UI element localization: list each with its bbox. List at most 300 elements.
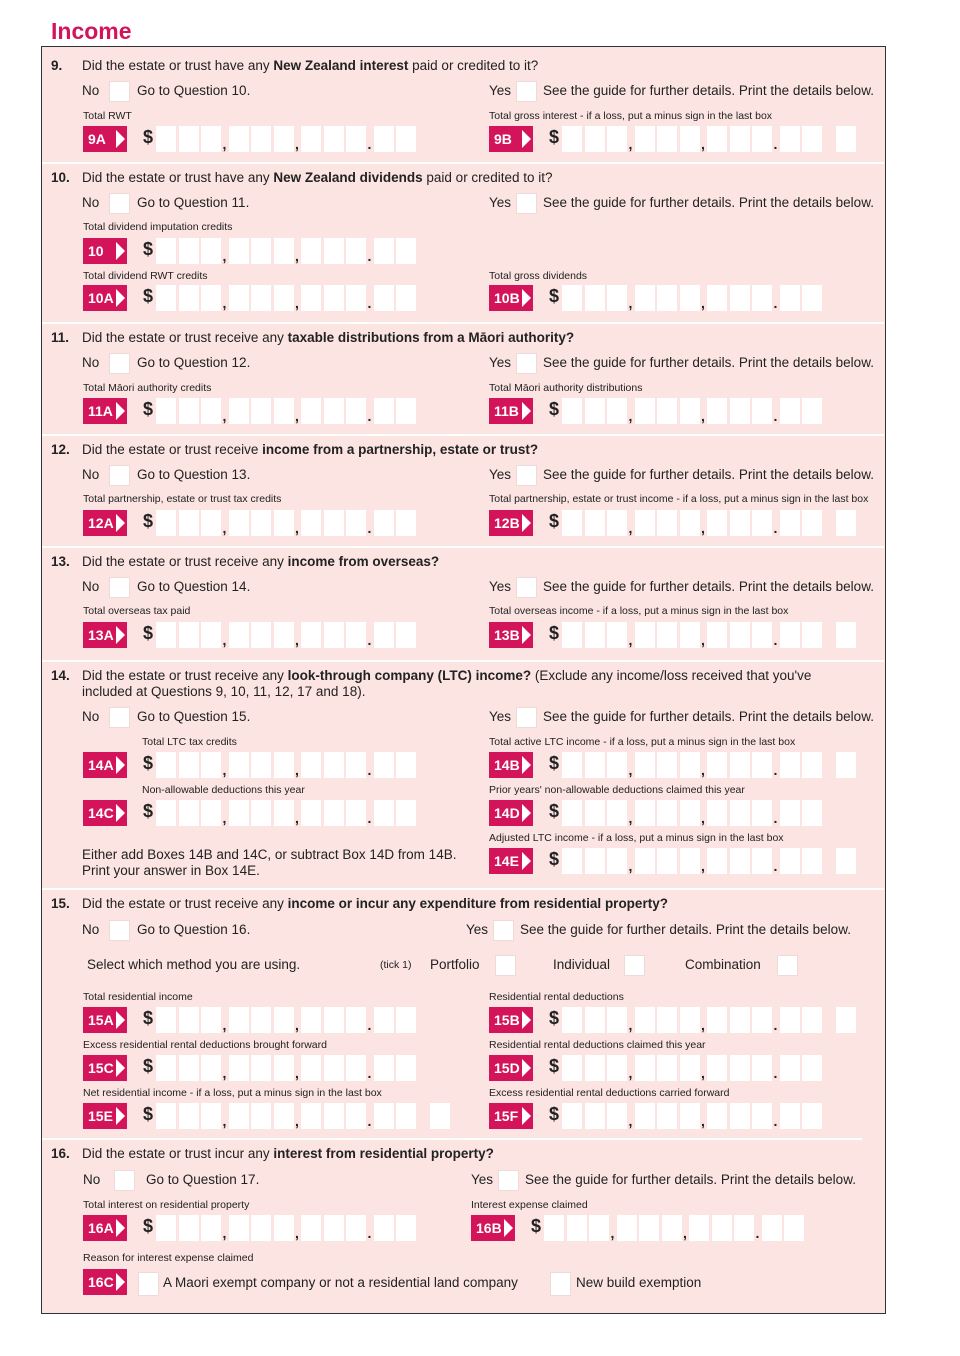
digit-box[interactable] [780, 285, 800, 311]
digit-box[interactable] [752, 510, 772, 536]
digit-box[interactable] [274, 1007, 294, 1033]
digit-box[interactable] [324, 510, 344, 536]
digit-box[interactable] [585, 510, 605, 536]
digit-box[interactable] [251, 622, 271, 648]
digit-box[interactable] [802, 800, 822, 826]
digit-box[interactable] [662, 1215, 682, 1241]
digit-box[interactable] [251, 126, 271, 152]
digit-box[interactable] [780, 1007, 800, 1033]
digit-box[interactable] [346, 800, 366, 826]
digit-box[interactable] [201, 1007, 221, 1033]
digit-box[interactable] [396, 510, 416, 536]
digit-box[interactable] [324, 1215, 344, 1241]
digit-box[interactable] [730, 1103, 750, 1129]
digit-box[interactable] [657, 1007, 677, 1033]
digit-box[interactable] [274, 622, 294, 648]
digit-box[interactable] [229, 1215, 249, 1241]
digit-box[interactable] [274, 800, 294, 826]
digit-box[interactable] [780, 622, 800, 648]
digit-box[interactable] [229, 238, 249, 264]
digit-box[interactable] [802, 285, 822, 311]
digit-box[interactable] [585, 800, 605, 826]
digit-box[interactable] [396, 238, 416, 264]
digit-box[interactable] [346, 285, 366, 311]
digit-box[interactable] [780, 510, 800, 536]
reason-label: New build exemption [576, 1275, 702, 1290]
digit-box[interactable] [680, 510, 700, 536]
digit-box[interactable] [179, 238, 199, 264]
digit-box[interactable] [635, 752, 655, 778]
digit-box[interactable] [635, 848, 655, 874]
digit-box[interactable] [374, 238, 394, 264]
digit-box[interactable] [657, 1055, 677, 1081]
digit-box[interactable] [680, 126, 700, 152]
digit-box[interactable] [396, 1055, 416, 1081]
digit-box[interactable] [396, 1103, 416, 1129]
digit-box[interactable] [229, 285, 249, 311]
digit-box[interactable] [780, 1103, 800, 1129]
digit-box[interactable] [635, 1103, 655, 1129]
digit-box[interactable] [784, 1215, 804, 1241]
digit-box[interactable] [396, 1007, 416, 1033]
digit-box[interactable] [712, 1215, 732, 1241]
digit-box[interactable] [156, 1055, 176, 1081]
digit-box[interactable] [301, 1215, 321, 1241]
digit-box[interactable] [585, 285, 605, 311]
digit-box[interactable] [179, 800, 199, 826]
digit-box[interactable] [156, 285, 176, 311]
digit-box[interactable] [229, 800, 249, 826]
yes-checkbox[interactable] [516, 353, 537, 374]
digit-box[interactable] [730, 800, 750, 826]
digit-box[interactable] [680, 1055, 700, 1081]
arrow-right-icon [116, 1059, 125, 1077]
digit-box[interactable] [562, 1007, 582, 1033]
digit-box[interactable] [657, 1103, 677, 1129]
method-option-checkbox[interactable] [495, 955, 516, 976]
digit-box[interactable] [585, 126, 605, 152]
digit-box[interactable] [374, 398, 394, 424]
digit-box[interactable] [324, 622, 344, 648]
digit-box[interactable] [179, 622, 199, 648]
digit-box[interactable] [156, 1215, 176, 1241]
digit-box[interactable] [251, 1055, 271, 1081]
digit-box[interactable] [562, 126, 582, 152]
digit-box[interactable] [274, 1055, 294, 1081]
digit-box[interactable] [657, 126, 677, 152]
digit-box[interactable] [374, 126, 394, 152]
digit-box[interactable] [396, 126, 416, 152]
digit-box[interactable] [607, 752, 627, 778]
digit-box[interactable] [752, 1055, 772, 1081]
digit-box[interactable] [201, 1215, 221, 1241]
digit-box[interactable] [780, 800, 800, 826]
digit-box[interactable] [274, 752, 294, 778]
digit-box[interactable] [617, 1215, 637, 1241]
digit-box[interactable] [730, 510, 750, 536]
digit-box[interactable] [752, 1007, 772, 1033]
digit-box[interactable] [346, 398, 366, 424]
digit-box[interactable] [251, 1215, 271, 1241]
section-divider [42, 322, 884, 324]
minus-sign-box[interactable] [836, 1007, 856, 1033]
digit-box[interactable] [752, 1103, 772, 1129]
digit-box[interactable] [324, 126, 344, 152]
digit-box[interactable] [802, 510, 822, 536]
digit-box[interactable] [229, 752, 249, 778]
digit-box[interactable] [274, 1215, 294, 1241]
digit-box[interactable] [780, 752, 800, 778]
digit-box[interactable] [346, 238, 366, 264]
digit-box[interactable] [251, 238, 271, 264]
digit-box[interactable] [396, 622, 416, 648]
no-checkbox[interactable] [114, 1170, 135, 1191]
digit-box[interactable] [802, 752, 822, 778]
digit-box[interactable] [734, 1215, 754, 1241]
digit-box[interactable] [346, 1103, 366, 1129]
digit-box[interactable] [201, 1055, 221, 1081]
digit-box[interactable] [396, 800, 416, 826]
minus-sign-box[interactable] [836, 752, 856, 778]
digit-box[interactable] [562, 398, 582, 424]
digit-box[interactable] [762, 1215, 782, 1241]
digit-box[interactable] [607, 398, 627, 424]
digit-box[interactable] [251, 398, 271, 424]
digit-box[interactable] [607, 1007, 627, 1033]
digit-box[interactable] [730, 622, 750, 648]
digit-box[interactable] [802, 126, 822, 152]
minus-sign-box[interactable] [430, 1103, 450, 1129]
digit-box[interactable] [607, 622, 627, 648]
digit-box[interactable] [301, 238, 321, 264]
digit-box[interactable] [179, 752, 199, 778]
digit-box[interactable] [324, 1007, 344, 1033]
digit-box[interactable] [179, 1103, 199, 1129]
digit-box[interactable] [374, 285, 394, 311]
digit-box[interactable] [251, 510, 271, 536]
digit-box[interactable] [324, 752, 344, 778]
digit-box[interactable] [730, 1055, 750, 1081]
digit-box[interactable] [780, 848, 800, 874]
digit-box[interactable] [324, 238, 344, 264]
digit-box[interactable] [589, 1215, 609, 1241]
digit-box[interactable] [324, 1055, 344, 1081]
digit-box[interactable] [374, 752, 394, 778]
digit-box[interactable] [396, 398, 416, 424]
digit-box[interactable] [374, 1215, 394, 1241]
digit-box[interactable] [607, 285, 627, 311]
reason-checkbox[interactable] [138, 1272, 159, 1296]
digit-box[interactable] [752, 800, 772, 826]
digit-box[interactable] [607, 126, 627, 152]
digit-box[interactable] [156, 622, 176, 648]
digit-box[interactable] [301, 1055, 321, 1081]
no-checkbox[interactable] [109, 920, 130, 941]
section-divider [42, 1138, 862, 1140]
digit-box[interactable] [201, 285, 221, 311]
digit-box[interactable] [752, 848, 772, 874]
digit-box[interactable] [562, 1055, 582, 1081]
digit-box[interactable] [680, 398, 700, 424]
arrow-right-icon [522, 514, 531, 532]
digit-box[interactable] [780, 398, 800, 424]
minus-sign-box[interactable] [836, 510, 856, 536]
digit-box[interactable] [374, 800, 394, 826]
digit-box[interactable] [657, 398, 677, 424]
digit-box[interactable] [585, 622, 605, 648]
digit-box[interactable] [707, 800, 727, 826]
digit-box[interactable] [274, 1103, 294, 1129]
digit-box[interactable] [274, 285, 294, 311]
digit-box[interactable] [229, 398, 249, 424]
digit-box[interactable] [156, 1103, 176, 1129]
digit-box[interactable] [156, 1007, 176, 1033]
digit-box[interactable] [607, 848, 627, 874]
digit-box[interactable] [156, 800, 176, 826]
digit-box[interactable] [179, 510, 199, 536]
yes-label: Yes [489, 355, 512, 370]
digit-box[interactable] [657, 622, 677, 648]
digit-box[interactable] [635, 1055, 655, 1081]
digit-box[interactable] [251, 800, 271, 826]
digit-box[interactable] [396, 1215, 416, 1241]
digit-box[interactable] [635, 1007, 655, 1033]
reason-checkbox[interactable] [550, 1272, 571, 1296]
digit-box[interactable] [274, 126, 294, 152]
digit-box[interactable] [156, 238, 176, 264]
digit-box[interactable] [301, 398, 321, 424]
yes-checkbox[interactable] [516, 465, 537, 486]
digit-box[interactable] [802, 1007, 822, 1033]
digit-box[interactable] [301, 622, 321, 648]
digit-box[interactable] [274, 238, 294, 264]
digit-box[interactable] [802, 398, 822, 424]
digit-box[interactable] [201, 752, 221, 778]
digit-box[interactable] [680, 800, 700, 826]
digit-box[interactable] [707, 285, 727, 311]
digit-box[interactable] [635, 800, 655, 826]
digit-box[interactable] [707, 126, 727, 152]
digit-box[interactable] [156, 126, 176, 152]
digit-box[interactable] [707, 622, 727, 648]
digit-box[interactable] [251, 1103, 271, 1129]
digit-box[interactable] [156, 752, 176, 778]
digit-box[interactable] [752, 285, 772, 311]
digit-box[interactable] [201, 398, 221, 424]
no-checkbox[interactable] [109, 193, 130, 214]
digit-box[interactable] [251, 285, 271, 311]
digit-box[interactable] [396, 752, 416, 778]
digit-box[interactable] [374, 1103, 394, 1129]
digit-box[interactable] [585, 1103, 605, 1129]
digit-box[interactable] [730, 1007, 750, 1033]
digit-box[interactable] [374, 622, 394, 648]
yes-checkbox[interactable] [516, 577, 537, 598]
digit-box[interactable] [657, 752, 677, 778]
digit-box[interactable] [346, 1215, 366, 1241]
digit-box[interactable] [607, 1055, 627, 1081]
digit-box[interactable] [274, 398, 294, 424]
digit-box[interactable] [562, 622, 582, 648]
digit-box[interactable] [780, 1055, 800, 1081]
digit-box[interactable] [396, 285, 416, 311]
digit-box[interactable] [156, 398, 176, 424]
digit-box[interactable] [657, 800, 677, 826]
digit-box[interactable] [324, 1103, 344, 1129]
dollar-sign: $ [143, 801, 154, 821]
digit-box[interactable] [730, 752, 750, 778]
digit-box[interactable] [680, 285, 700, 311]
digit-box[interactable] [562, 800, 582, 826]
digit-box[interactable] [374, 1055, 394, 1081]
digit-box[interactable] [346, 126, 366, 152]
digit-box[interactable] [639, 1215, 659, 1241]
digit-box[interactable] [201, 126, 221, 152]
digit-box[interactable] [324, 398, 344, 424]
digit-box[interactable] [179, 1055, 199, 1081]
digit-box[interactable] [680, 848, 700, 874]
no-checkbox[interactable] [109, 465, 130, 486]
minus-sign-box[interactable] [836, 622, 856, 648]
digit-box[interactable] [802, 1103, 822, 1129]
digit-box[interactable] [730, 398, 750, 424]
digit-box[interactable] [585, 1007, 605, 1033]
digit-box[interactable] [229, 1103, 249, 1129]
digit-box[interactable] [201, 622, 221, 648]
method-option-checkbox[interactable] [777, 955, 798, 976]
digit-box[interactable] [635, 622, 655, 648]
digit-box[interactable] [374, 1007, 394, 1033]
method-option-checkbox[interactable] [624, 955, 645, 976]
yes-checkbox[interactable] [516, 81, 537, 102]
digit-box[interactable] [680, 1007, 700, 1033]
digit-box[interactable] [680, 1103, 700, 1129]
digit-box[interactable] [544, 1215, 564, 1241]
yes-checkbox[interactable] [498, 1170, 519, 1191]
digit-box[interactable] [301, 126, 321, 152]
digit-box[interactable] [301, 752, 321, 778]
digit-box[interactable] [752, 622, 772, 648]
yes-checkbox[interactable] [493, 920, 514, 941]
digit-box[interactable] [707, 1055, 727, 1081]
digit-box[interactable] [324, 800, 344, 826]
box-15b-badge [489, 1007, 533, 1033]
digit-box[interactable] [179, 1215, 199, 1241]
digit-box[interactable] [707, 510, 727, 536]
digit-box[interactable] [156, 510, 176, 536]
digit-box[interactable] [201, 1103, 221, 1129]
digit-box[interactable] [301, 1103, 321, 1129]
digit-box[interactable] [635, 126, 655, 152]
digit-box[interactable] [707, 752, 727, 778]
digit-box[interactable] [585, 1055, 605, 1081]
no-checkbox[interactable] [109, 81, 130, 102]
digit-box[interactable] [635, 398, 655, 424]
digit-box[interactable] [251, 1007, 271, 1033]
digit-box[interactable] [229, 126, 249, 152]
digit-box[interactable] [657, 510, 677, 536]
digit-box[interactable] [346, 1055, 366, 1081]
digit-box[interactable] [585, 848, 605, 874]
digit-box[interactable] [585, 398, 605, 424]
digit-box[interactable] [707, 398, 727, 424]
digit-box[interactable] [229, 510, 249, 536]
digit-box[interactable] [680, 622, 700, 648]
digit-box[interactable] [374, 510, 394, 536]
digit-box[interactable] [301, 285, 321, 311]
digit-box[interactable] [657, 848, 677, 874]
digit-box[interactable] [607, 510, 627, 536]
digit-box[interactable] [680, 752, 700, 778]
digit-box[interactable] [201, 238, 221, 264]
digit-box[interactable] [346, 622, 366, 648]
digit-box[interactable] [324, 285, 344, 311]
digit-box[interactable] [707, 848, 727, 874]
digit-box[interactable] [179, 1007, 199, 1033]
digit-box[interactable] [201, 800, 221, 826]
digit-box[interactable] [301, 800, 321, 826]
digit-box[interactable] [567, 1215, 587, 1241]
digit-box[interactable] [752, 126, 772, 152]
digit-box[interactable] [251, 752, 271, 778]
digit-box[interactable] [752, 752, 772, 778]
yes-checkbox[interactable] [516, 707, 537, 728]
digit-box[interactable] [585, 752, 605, 778]
digit-box[interactable] [802, 848, 822, 874]
digit-box[interactable] [562, 848, 582, 874]
digit-box[interactable] [635, 285, 655, 311]
digit-box[interactable] [607, 800, 627, 826]
digit-box[interactable] [179, 126, 199, 152]
digit-box[interactable] [689, 1215, 709, 1241]
digit-box[interactable] [301, 1007, 321, 1033]
no-checkbox[interactable] [109, 707, 130, 728]
digit-box[interactable] [607, 1103, 627, 1129]
digit-box[interactable] [346, 752, 366, 778]
digit-box[interactable] [780, 126, 800, 152]
digit-box[interactable] [707, 1007, 727, 1033]
digit-box[interactable] [229, 1007, 249, 1033]
digit-box[interactable] [802, 622, 822, 648]
digit-box[interactable] [635, 510, 655, 536]
digit-box[interactable] [562, 510, 582, 536]
digit-box[interactable] [752, 398, 772, 424]
digit-box[interactable] [562, 752, 582, 778]
digit-box[interactable] [562, 285, 582, 311]
digit-box[interactable] [229, 1055, 249, 1081]
no-checkbox[interactable] [109, 353, 130, 374]
minus-sign-box[interactable] [836, 848, 856, 874]
digit-box[interactable] [301, 510, 321, 536]
digit-box[interactable] [730, 848, 750, 874]
no-checkbox[interactable] [109, 577, 130, 598]
digit-box[interactable] [229, 622, 249, 648]
digit-box[interactable] [274, 510, 294, 536]
digit-box[interactable] [346, 1007, 366, 1033]
digit-box[interactable] [657, 285, 677, 311]
digit-box[interactable] [802, 1055, 822, 1081]
digit-box[interactable] [179, 398, 199, 424]
digit-box[interactable] [346, 510, 366, 536]
minus-sign-box[interactable] [836, 126, 856, 152]
digit-box[interactable] [179, 285, 199, 311]
digit-box[interactable] [730, 126, 750, 152]
yes-checkbox[interactable] [516, 193, 537, 214]
digit-box[interactable] [201, 510, 221, 536]
digit-box[interactable] [707, 1103, 727, 1129]
digit-box[interactable] [562, 1103, 582, 1129]
digit-box[interactable] [730, 285, 750, 311]
